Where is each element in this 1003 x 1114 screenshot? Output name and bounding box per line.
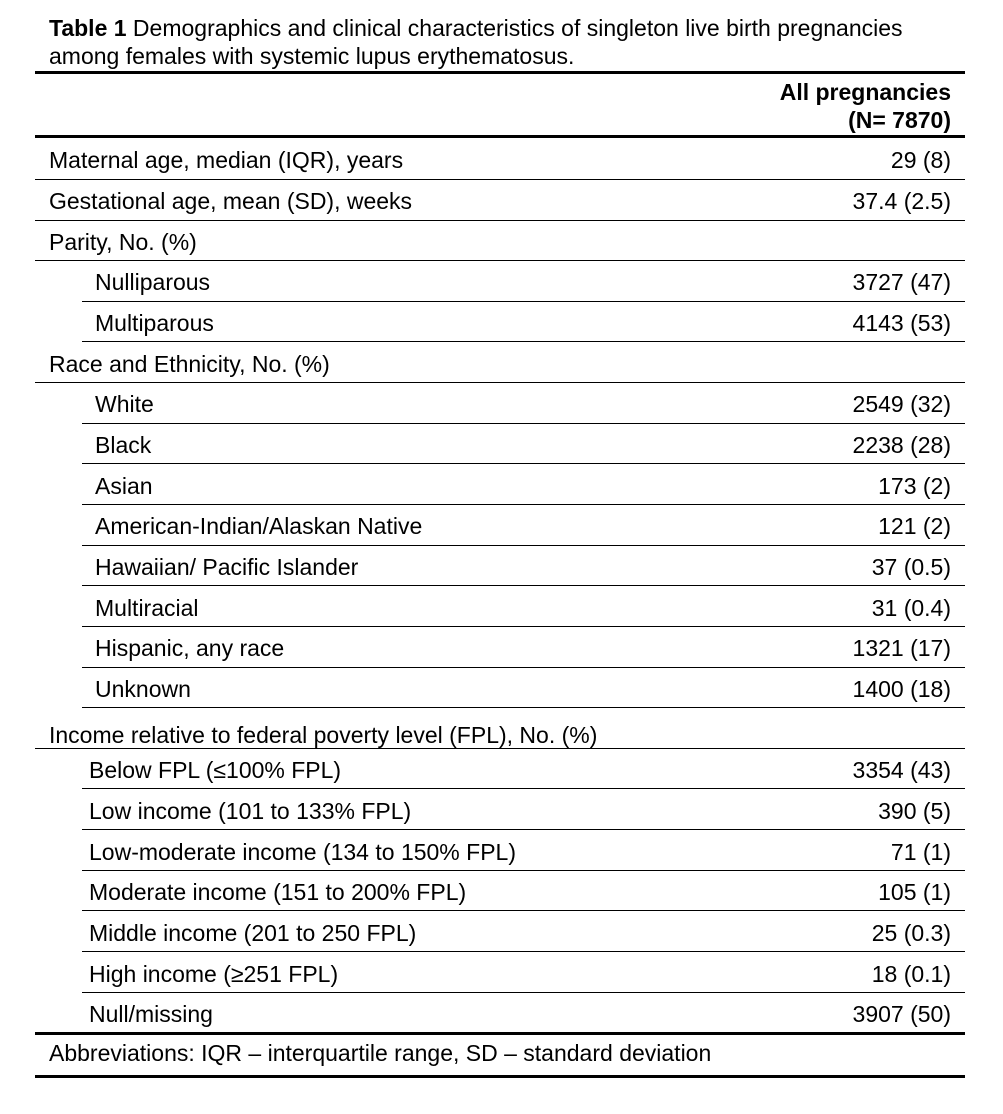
row-separator xyxy=(35,748,965,749)
row-value: 31 (0.4) xyxy=(871,595,951,621)
row-label: Parity, No. (%) xyxy=(49,229,197,255)
row-separator xyxy=(35,260,965,261)
row-label: Low-moderate income (134 to 150% FPL) xyxy=(89,839,516,865)
column-header-line-1: All pregnancies xyxy=(779,79,951,105)
column-header-line-2: (N= 7870) xyxy=(848,107,951,133)
table-caption-label: Table 1 xyxy=(49,15,127,41)
row-value: 3354 (43) xyxy=(852,757,951,783)
table-caption xyxy=(49,14,979,70)
row-separator xyxy=(82,341,965,342)
row-label: High income (≥251 FPL) xyxy=(89,961,339,987)
body-bottom-rule xyxy=(35,1032,965,1035)
row-separator xyxy=(82,951,965,952)
header-rule xyxy=(35,135,965,138)
row-label: Moderate income (151 to 200% FPL) xyxy=(89,879,467,905)
row-value: 1321 (17) xyxy=(852,635,951,661)
row-label: Null/missing xyxy=(89,1001,213,1027)
row-label: Race and Ethnicity, No. (%) xyxy=(49,351,330,377)
row-label: Unknown xyxy=(95,676,191,702)
row-label: Asian xyxy=(95,473,153,499)
row-value: 18 (0.1) xyxy=(871,961,951,987)
row-value: 2238 (28) xyxy=(852,432,951,458)
row-label: Hispanic, any race xyxy=(95,635,285,661)
row-separator xyxy=(82,463,965,464)
row-value: 3727 (47) xyxy=(852,269,951,295)
row-separator xyxy=(82,423,965,424)
row-label: Black xyxy=(95,432,152,458)
row-separator xyxy=(82,626,965,627)
row-value: 37 (0.5) xyxy=(871,554,951,580)
row-label: Nulliparous xyxy=(95,269,211,295)
row-separator xyxy=(82,504,965,505)
row-label: Multiracial xyxy=(95,595,199,621)
row-separator xyxy=(82,707,965,708)
row-value: 1400 (18) xyxy=(852,676,951,702)
bottom-rule xyxy=(35,1075,965,1078)
row-separator xyxy=(82,545,965,546)
table-footnote: Abbreviations: IQR – interquartile range, SD – standard deviation xyxy=(49,1040,712,1066)
row-label: Middle income (201 to 250 FPL) xyxy=(89,920,417,946)
top-rule xyxy=(35,71,965,74)
row-separator xyxy=(35,382,965,383)
row-label: Gestational age, mean (SD), weeks xyxy=(49,188,413,214)
row-value: 2549 (32) xyxy=(852,391,951,417)
row-label: Below FPL (≤100% FPL) xyxy=(89,757,342,783)
row-value: 4143 (53) xyxy=(852,310,951,336)
row-separator xyxy=(82,585,965,586)
row-label: White xyxy=(95,391,154,417)
row-label: American-Indian/Alaskan Native xyxy=(95,513,423,539)
row-value: 71 (1) xyxy=(890,839,951,865)
row-value: 173 (2) xyxy=(878,473,951,499)
row-separator xyxy=(35,179,965,180)
row-label: Multiparous xyxy=(95,310,214,336)
row-separator xyxy=(82,788,965,789)
row-value: 25 (0.3) xyxy=(871,920,951,946)
row-value: 29 (8) xyxy=(890,147,951,173)
row-value: 390 (5) xyxy=(878,798,951,824)
row-value: 3907 (50) xyxy=(852,1001,951,1027)
row-label: Income relative to federal poverty level (FPL), No. (%) xyxy=(49,722,598,748)
row-separator xyxy=(82,992,965,993)
row-separator xyxy=(82,910,965,911)
row-value: 121 (2) xyxy=(878,513,951,539)
row-separator xyxy=(82,667,965,668)
row-separator xyxy=(82,301,965,302)
row-value: 37.4 (2.5) xyxy=(852,188,951,214)
table-caption-text: Demographics and clinical characteristics of singleton live birth pregnancies among females with systemic lupus erythematosus. xyxy=(49,15,903,69)
row-separator xyxy=(82,829,965,830)
row-label: Maternal age, median (IQR), years xyxy=(49,147,404,173)
row-value: 105 (1) xyxy=(878,879,951,905)
row-label: Low income (101 to 133% FPL) xyxy=(89,798,412,824)
row-separator xyxy=(82,870,965,871)
row-separator xyxy=(35,220,965,221)
row-label: Hawaiian/ Pacific Islander xyxy=(95,554,359,580)
